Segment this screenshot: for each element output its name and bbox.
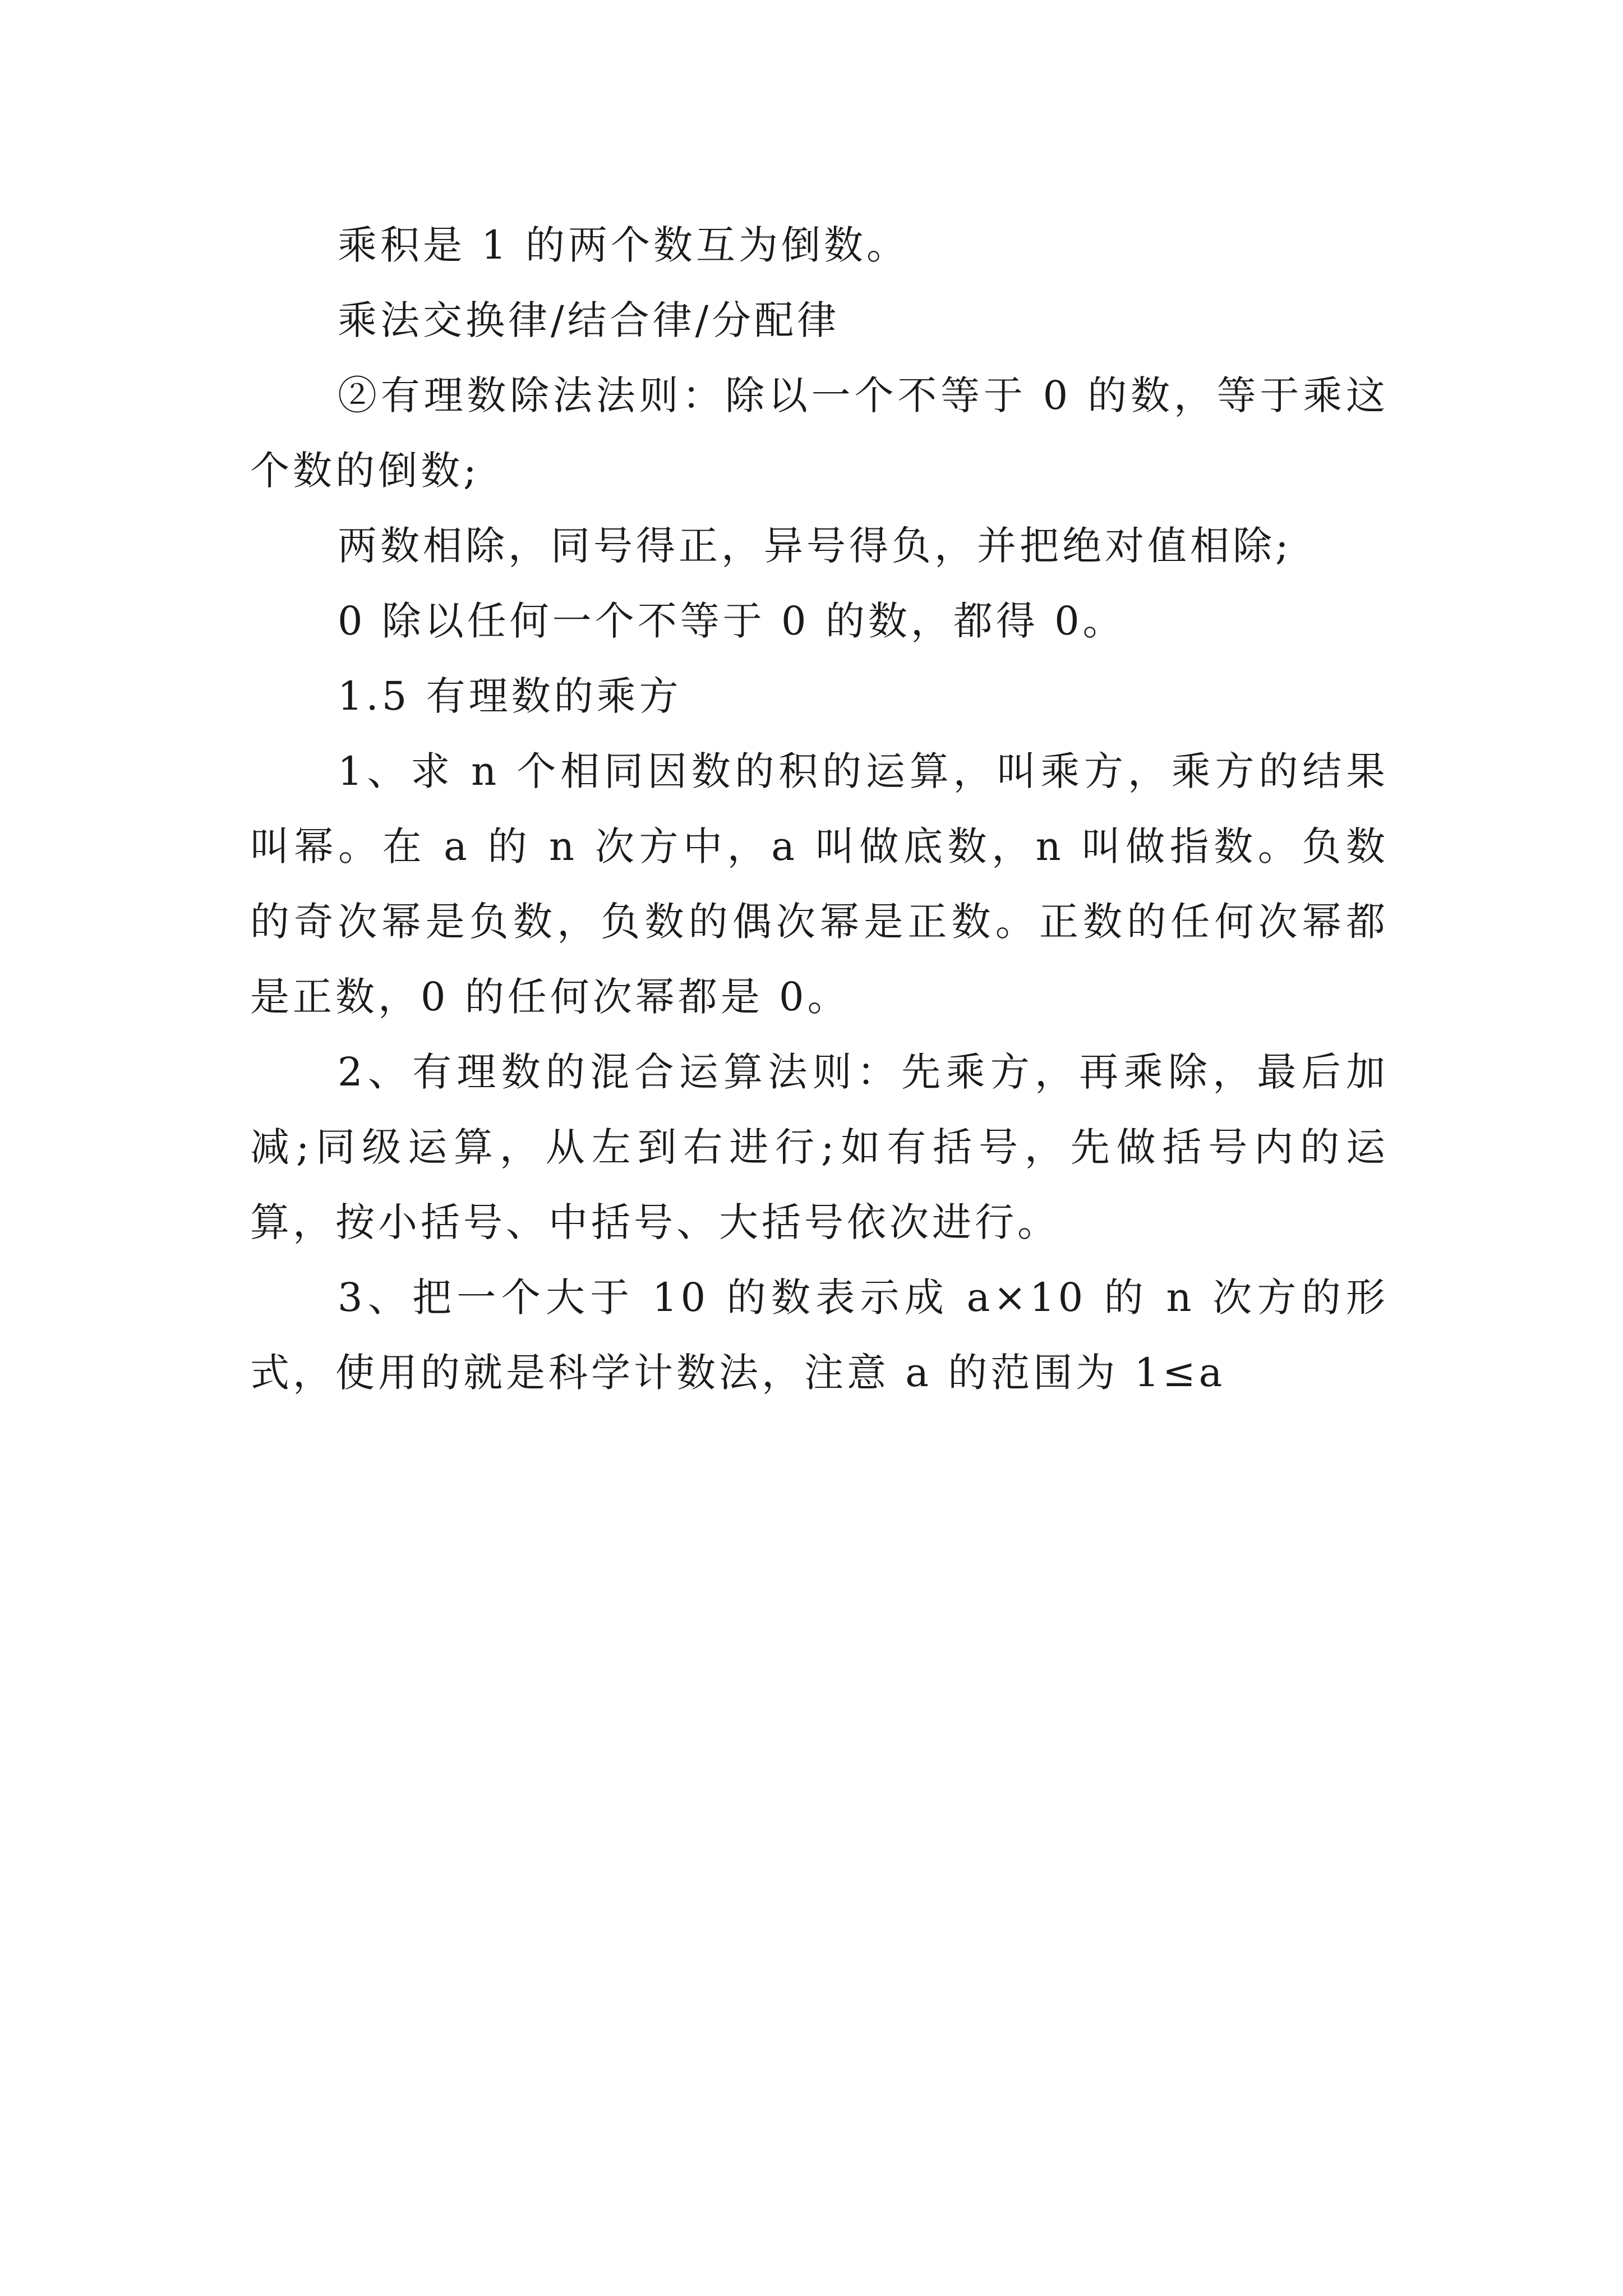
paragraph-zero-division: 0 除以任何一个不等于 0 的数，都得 0。 (338, 598, 1126, 644)
section-heading-powers: 1.5 有理数的乘方 (338, 673, 682, 719)
document-body (250, 208, 1389, 1410)
paragraph-reciprocal-definition: 乘积是 1 的两个数互为倒数。 (338, 222, 910, 268)
paragraph-powers-definition: 1、求 n 个相同因数的积的运算，叫乘方，乘方的结果叫幂。在 a 的 n 次方中，a 叫做底数，n 叫做指数。负数的奇次幂是负数，负数的偶次幂是正数。正数的任何次幂都是正数，0 的任何次幂都是 0。 (250, 748, 1389, 1020)
paragraph-division-signs: 两数相除，同号得正，异号得负，并把绝对值相除; (338, 523, 1292, 569)
paragraph-multiplication-laws: 乘法交换律/结合律/分配律 (338, 297, 840, 343)
paragraph-division-rule: ②有理数除法法则：除以一个不等于 0 的数，等于乘这个数的倒数; (250, 372, 1389, 494)
paragraph-scientific-notation: 3、把一个大于 10 的数表示成 a×10 的 n 次方的形式，使用的就是科学计数法，注意 a 的范围为 1≤a (250, 1274, 1389, 1396)
paragraph-mixed-operations: 2、有理数的混合运算法则：先乘方，再乘除，最后加减;同级运算，从左到右进行;如有括号，先做括号内的运算，按小括号、中括号、大括号依次进行。 (250, 1049, 1389, 1245)
